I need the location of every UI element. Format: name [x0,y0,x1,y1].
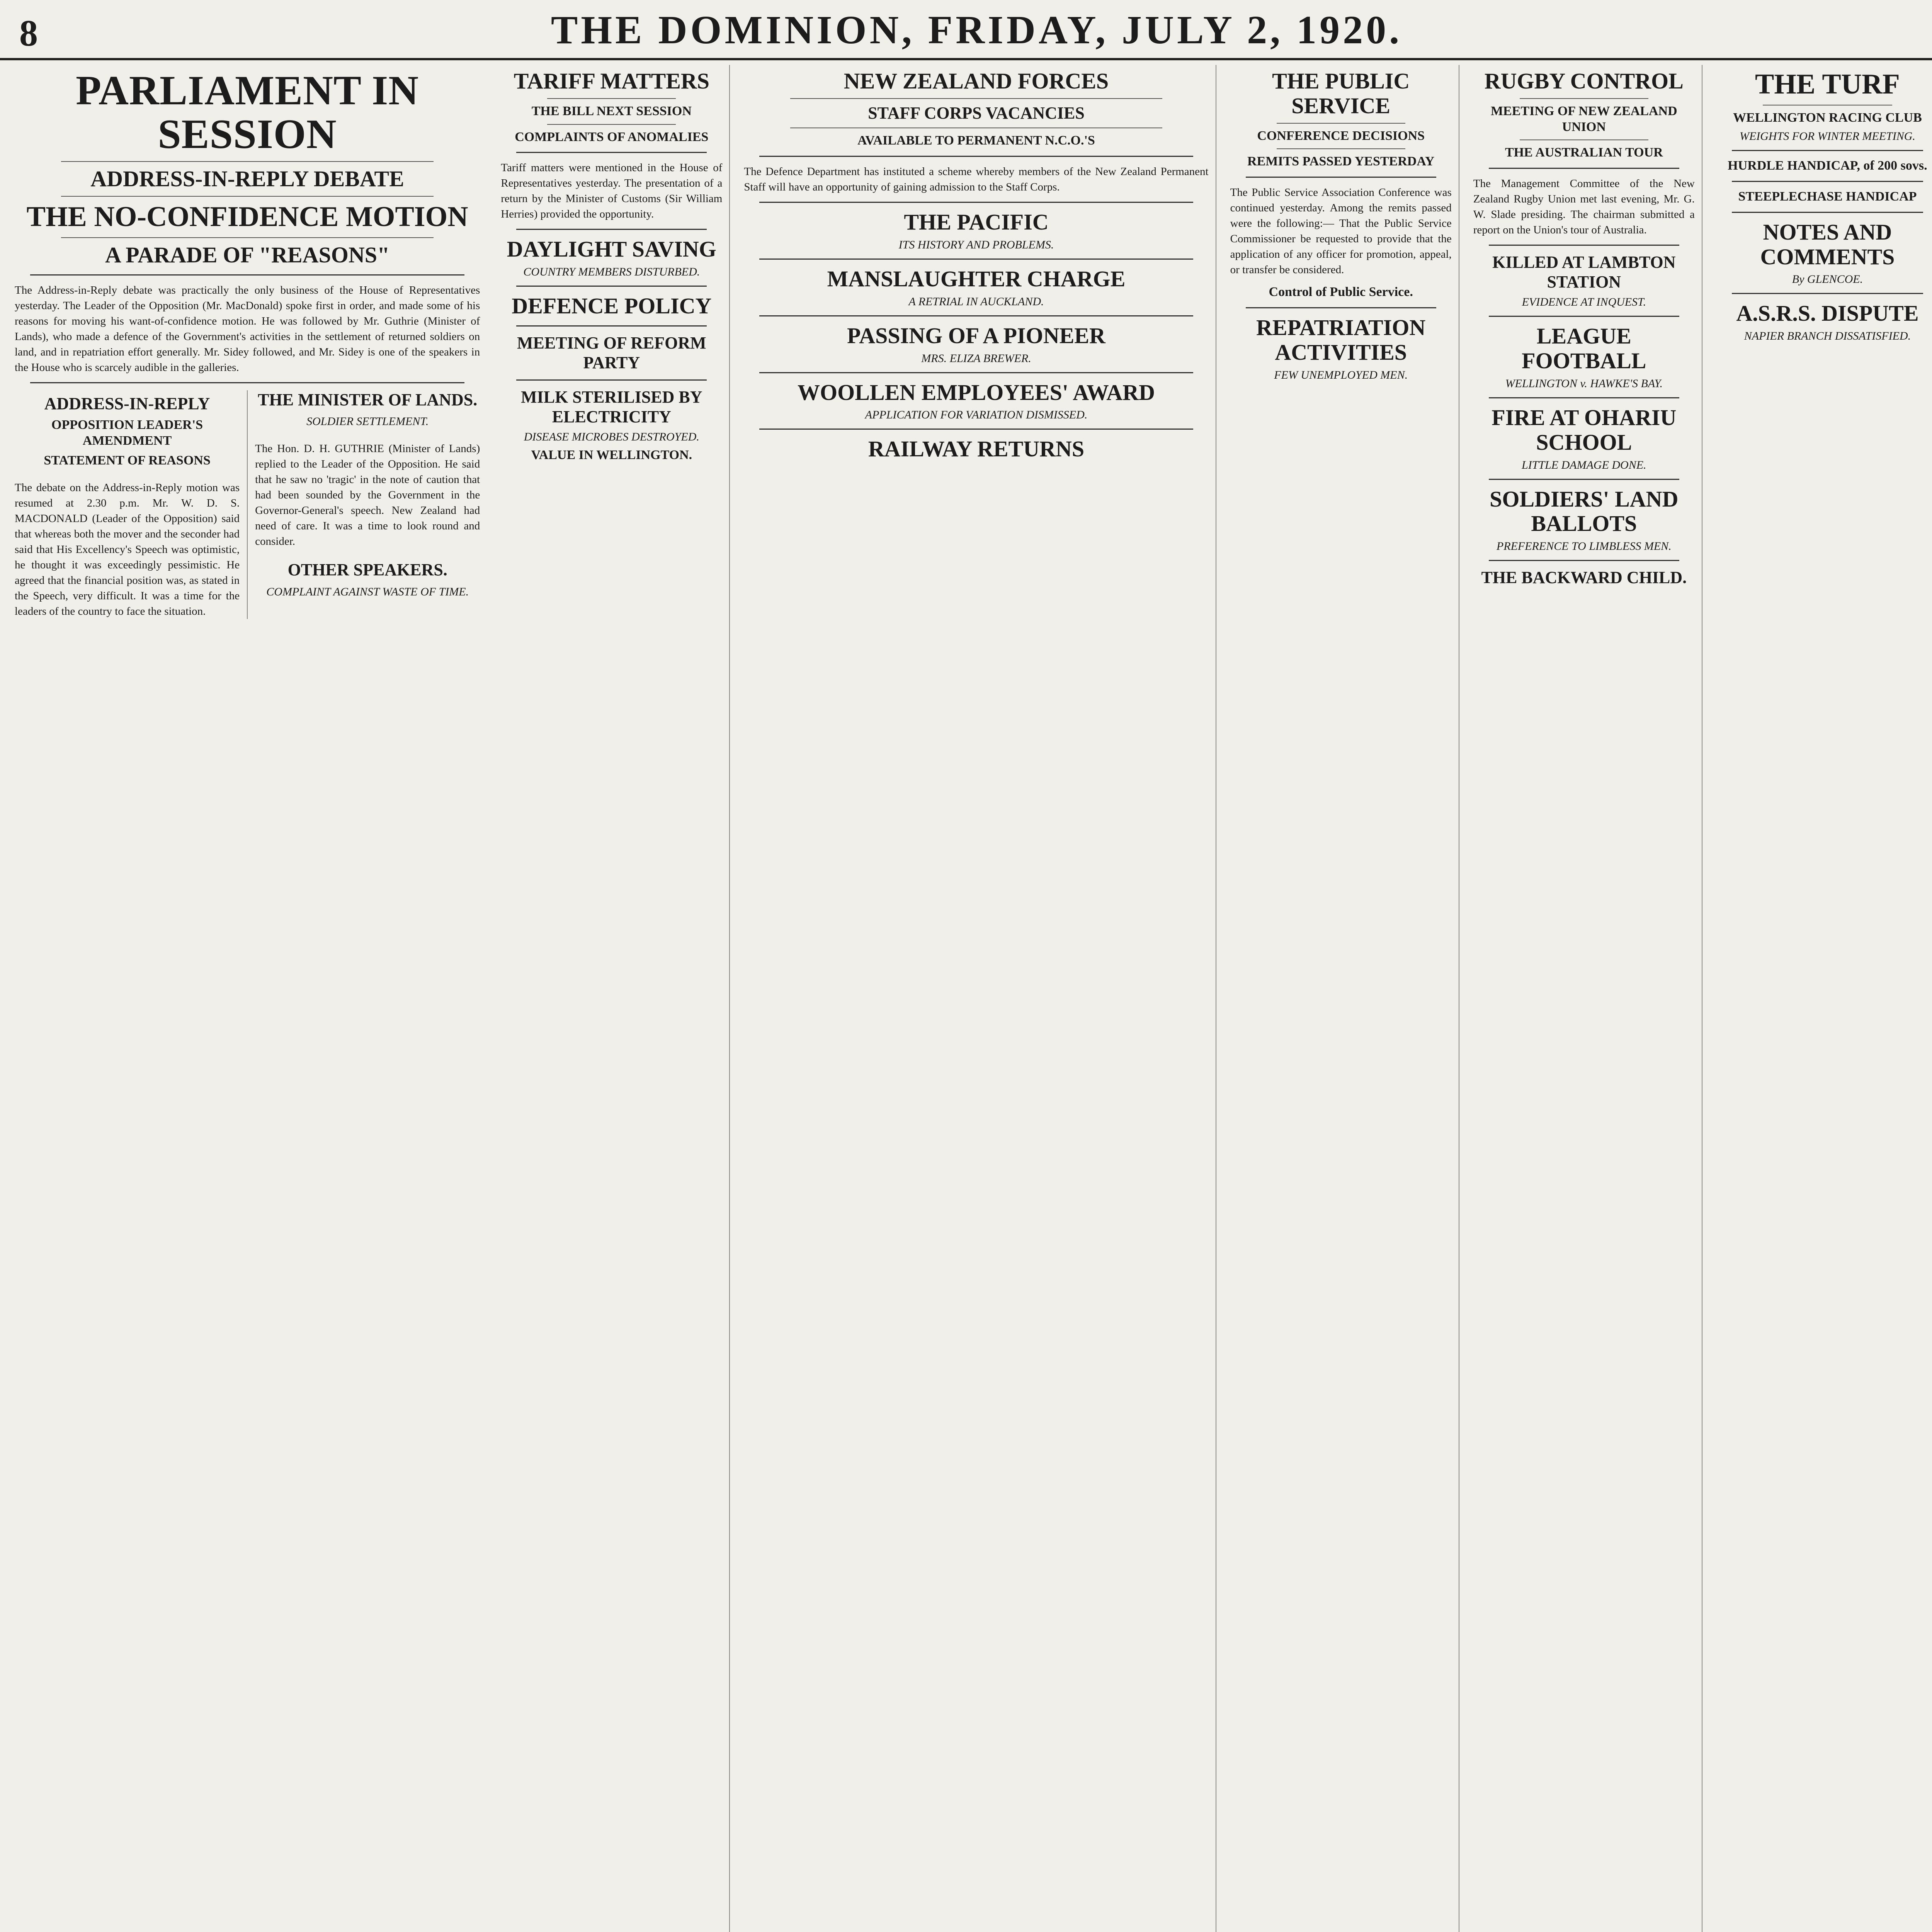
manslaughter-sub: A RETRIAL IN AUCKLAND. [908,295,1044,308]
forces-deck-2: AVAILABLE TO PERMANENT N.C.O.'S [857,133,1095,148]
pioneer-head: PASSING OF A PIONEER [847,323,1105,348]
notes-comments-byline: By GLENCOE. [1792,273,1863,286]
tariff-headline: TARIFF MATTERS [514,68,710,94]
forces-deck: STAFF CORPS VACANCIES [868,103,1085,122]
turf-deck-2: WEIGHTS FOR WINTER MEETING. [1739,130,1915,143]
parliament-article [8,65,487,1932]
control-head: Control of Public Service. [1269,285,1413,299]
hurdle-handicap-head: HURDLE HANDICAP, of 200 sovs. [1728,158,1927,173]
backward-child-head: THE BACKWARD CHILD. [1481,568,1687,587]
asrs-head: A.S.R.S. DISPUTE [1736,301,1919,326]
tariff-column [494,65,730,1932]
tariff-deck: THE BILL NEXT SESSION [531,104,692,118]
forces-body: The Defence Department has instituted a scheme whereby members of the New Zealand Permanent Staff will have an opportunity of gaining admission to the Staff Corps. [744,165,1209,194]
page-number: 8 [19,12,38,54]
parliament-body-columns [15,390,480,619]
parliament-body: The debate on the Address-in-Reply motion was resumed at 2.30 p.m. Mr. W. D. S. MACDONALD (Leader of the Opposition) said that whereas both the mover and the seconder had said that His Excellency's Speech was optimistic, he thought it was exceedingly pessimistic. He agreed that the financial position was, as stated in the Speech, very difficult. It was a time for the leaders of the country to face the situation. [15,481,240,617]
daylight-saving-head: DAYLIGHT SAVING [507,236,716,262]
railway-head: RAILWAY RETURNS [868,436,1085,462]
public-service-headline: THE PUBLIC SERVICE [1272,68,1410,118]
public-service-deck-2: REMITS PASSED YESTERDAY [1247,154,1435,169]
tariff-deck-2: COMPLAINTS OF ANOMALIES [515,129,709,144]
league-sub: WELLINGTON v. HAWKE'S BAY. [1505,377,1663,390]
daylight-saving-sub: COUNTRY MEMBERS DISTURBED. [523,265,700,279]
league-head: LEAGUE FOOTBALL [1522,323,1646,374]
reform-party-head: MEETING OF REFORM PARTY [517,333,706,372]
parliament-deck-3: A PARADE OF "REASONS" [105,242,390,267]
steeplechase-handicap-head: STEEPLECHASE HANDICAP [1738,189,1917,204]
defence-policy-head: DEFENCE POLICY [512,293,712,319]
milk-sub: DISEASE MICROBES DESTROYED. [524,430,699,444]
lambton-head: KILLED AT LAMBTON STATION [1492,253,1676,291]
rugby-body: The Management Committee of the New Zealand Rugby Union met last evening, Mr. G. W. Slade presiding. The chairman submitted a report on the Union's tour of Australia. [1473,177,1695,236]
waste-of-time-head: COMPLAINT AGAINST WASTE OF TIME. [266,585,469,598]
manslaughter-head: MANSLAUGHTER CHARGE [827,266,1126,292]
parliament-lead: The Address-in-Reply debate was practically the only business of the House of Representatives yesterday. The Leader of the Opposition (Mr. MacDonald) spoke first in order, and made some of his reasons for moving his want-of-confidence motion. He was followed by Mr. Guthrie (Minister of Lands), who made a defence of the Government's activities in the settlement of returned soldiers on land, and in repatriation effort generally. Mr. Sidey followed, and Mr. Sidey is one of the speakers in the House who is scarcely audible in the galleries. [15,284,480,374]
parliament-deck-2: THE NO-CONFIDENCE MOTION [26,201,468,233]
forces-column [737,65,1216,1932]
parliament-deck-1: ADDRESS-IN-REPLY DEBATE [90,166,404,191]
rugby-deck-2: THE AUSTRALIAN TOUR [1505,145,1663,160]
address-in-reply-head: ADDRESS-IN-REPLY [44,394,210,413]
woollen-head: WOOLLEN EMPLOYEES' AWARD [798,379,1155,405]
public-service-body: The Public Service Association Conference was continued yesterday. Among the remits passed were the following:— That the Public Service Commissioner be requested to provide that the application of any officer for promotion, appeal, or transfer be considered. [1230,186,1452,276]
other-speakers-head: OTHER SPEAKERS. [287,560,447,579]
statement-of-reasons-head: STATEMENT OF REASONS [44,453,211,468]
rugby-headline: RUGBY CONTROL [1484,68,1684,94]
minister-body: The Hon. D. H. GUTHRIE (Minister of Lands) replied to the Leader of the Opposition. He said that he saw no 'tragic' in the note of caution that had been sounded by the Government in the Governor-General's speech. New Zealand had need of care. It was a time to look round and consider. [255,442,480,548]
woollen-sub: APPLICATION FOR VARIATION DISMISSED. [865,408,1088,422]
pacific-sub: ITS HISTORY AND PROBLEMS. [898,238,1054,252]
value-wellington-head: VALUE IN WELLINGTON. [531,448,692,463]
minister-of-lands-head: THE MINISTER OF LANDS. [258,390,478,409]
milk-head: MILK STERILISED BY ELECTRICITY [521,388,702,426]
asrs-sub: NAPIER BRANCH DISSATISFIED. [1744,330,1911,343]
notes-comments-head: NOTES AND COMMENTS [1760,219,1895,269]
fire-sub: LITTLE DAMAGE DONE. [1522,458,1646,471]
page-columns [8,65,1932,1932]
ballots-sub: PREFERENCE TO LIMBLESS MEN. [1496,540,1672,553]
fire-head: FIRE AT OHARIU SCHOOL [1492,405,1677,455]
lambton-sub: EVIDENCE AT INQUEST. [1522,296,1646,309]
public-service-column [1223,65,1459,1932]
repatriation-head: REPATRIATION ACTIVITIES [1256,315,1426,365]
ballots-head: SOLDIERS' LAND BALLOTS [1490,486,1679,536]
newspaper-title: THE DOMINION, FRIDAY, JULY 2, 1920. [551,8,1403,52]
opposition-amendment-head: OPPOSITION LEADER'S AMENDMENT [51,418,203,448]
turf-headline: THE TURF [1755,68,1900,100]
turf-deck: WELLINGTON RACING CLUB [1733,111,1922,125]
pacific-head: THE PACIFIC [904,209,1049,235]
rugby-column [1466,65,1702,1932]
public-service-deck: CONFERENCE DECISIONS [1257,128,1425,143]
soldier-settlement-head: SOLDIER SETTLEMENT. [306,415,429,428]
tariff-body: Tariff matters were mentioned in the House of Representatives yesterday. The presentation of a return by the Minister of Customs (Sir William Herries) provided the opportunity. [501,162,723,221]
pioneer-sub: MRS. ELIZA BREWER. [921,352,1031,365]
rugby-deck: MEETING OF NEW ZEALAND UNION [1490,104,1677,134]
forces-headline: NEW ZEALAND FORCES [844,68,1109,94]
repatriation-sub: FEW UNEMPLOYED MEN. [1274,368,1408,381]
parliament-headline: PARLIAMENT IN SESSION [76,68,419,158]
turf-column [1709,65,1932,1932]
masthead [0,0,1932,60]
